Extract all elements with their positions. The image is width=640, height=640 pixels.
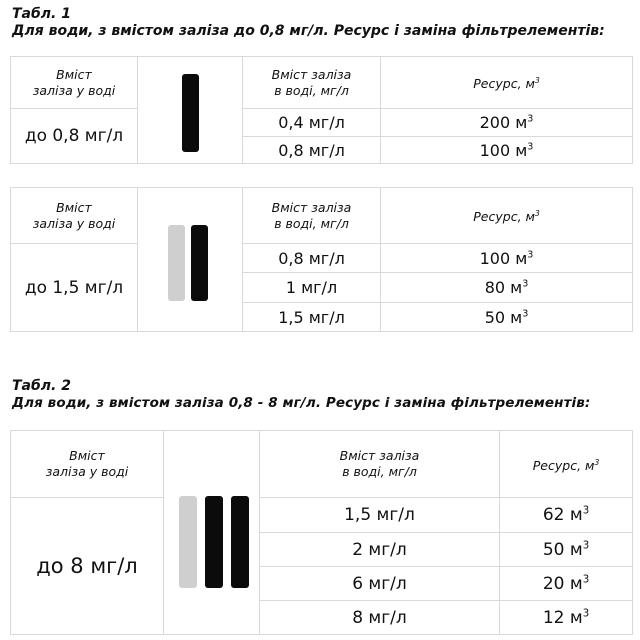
range-cell: до 8 мг/л xyxy=(11,498,164,635)
spec-table-c xyxy=(10,430,633,635)
header-iron-mgl: Вміст заліза в воді, мг/л xyxy=(243,57,381,109)
iron-value: 1,5 мг/л xyxy=(243,303,381,332)
table2-caption: Для води, з вмістом заліза 0,8 - 8 мг/л. Ресурс і заміна фільтрелементів: xyxy=(12,395,591,411)
cartridge-image-cell xyxy=(138,188,243,332)
header-iron-content: Вміст заліза у воді xyxy=(11,188,138,244)
iron-value: 1 мг/л xyxy=(243,273,381,303)
header-resource: Ресурс, $м^3$ xyxy=(381,57,633,109)
resource-value: 100 $м^3$ xyxy=(381,137,633,164)
black-cartridge-icon xyxy=(182,74,199,152)
table1-heading xyxy=(12,6,605,40)
black-cartridge-icon xyxy=(231,496,249,588)
header-iron-content: Вміст заліза у воді xyxy=(11,431,164,498)
table1-caption: Для води, з вмістом заліза до 0,8 мг/л. Ресурс і заміна фільтрелементів: xyxy=(12,23,605,39)
spec-table-b xyxy=(10,187,633,332)
resource-value: 50 $м^3$ xyxy=(381,303,633,332)
resource-value: 20 $м^3$ xyxy=(500,567,633,601)
table2-label: Табл. 2 xyxy=(12,378,71,394)
iron-value: 0,8 мг/л xyxy=(243,137,381,164)
black-cartridge-icon xyxy=(205,496,223,588)
resource-value: 80 $м^3$ xyxy=(381,273,633,303)
iron-value: 2 мг/л xyxy=(260,533,500,567)
header-iron-content: Вміст заліза у воді xyxy=(11,57,138,109)
resource-value: 100 $м^3$ xyxy=(381,244,633,273)
iron-value: 1,5 мг/л xyxy=(260,498,500,533)
spec-table-a xyxy=(10,56,633,164)
resource-value: 62 $м^3$ xyxy=(500,498,633,533)
range-cell: до 1,5 мг/л xyxy=(11,244,138,332)
cartridge-image-cell xyxy=(138,57,243,164)
black-cartridge-icon xyxy=(191,225,208,301)
header-iron-mgl: Вміст заліза в воді, мг/л xyxy=(260,431,500,498)
iron-value: 0,4 мг/л xyxy=(243,109,381,137)
cartridge-image-cell xyxy=(164,431,260,635)
iron-value: 0,8 мг/л xyxy=(243,244,381,273)
header-iron-mgl: Вміст заліза в воді, мг/л xyxy=(243,188,381,244)
resource-value: 50 $м^3$ xyxy=(500,533,633,567)
resource-value: 12 $м^3$ xyxy=(500,601,633,635)
range-cell: до 0,8 мг/л xyxy=(11,109,138,164)
iron-value: 6 мг/л xyxy=(260,567,500,601)
grey-cartridge-icon xyxy=(179,496,197,588)
grey-cartridge-icon xyxy=(168,225,185,301)
header-resource: Ресурс, $м^3$ xyxy=(500,431,633,498)
resource-value: 200 $м^3$ xyxy=(381,109,633,137)
iron-value: 8 мг/л xyxy=(260,601,500,635)
table2-heading xyxy=(12,378,590,412)
table1-label: Табл. 1 xyxy=(12,6,71,22)
header-resource: Ресурс, $м^3$ xyxy=(381,188,633,244)
